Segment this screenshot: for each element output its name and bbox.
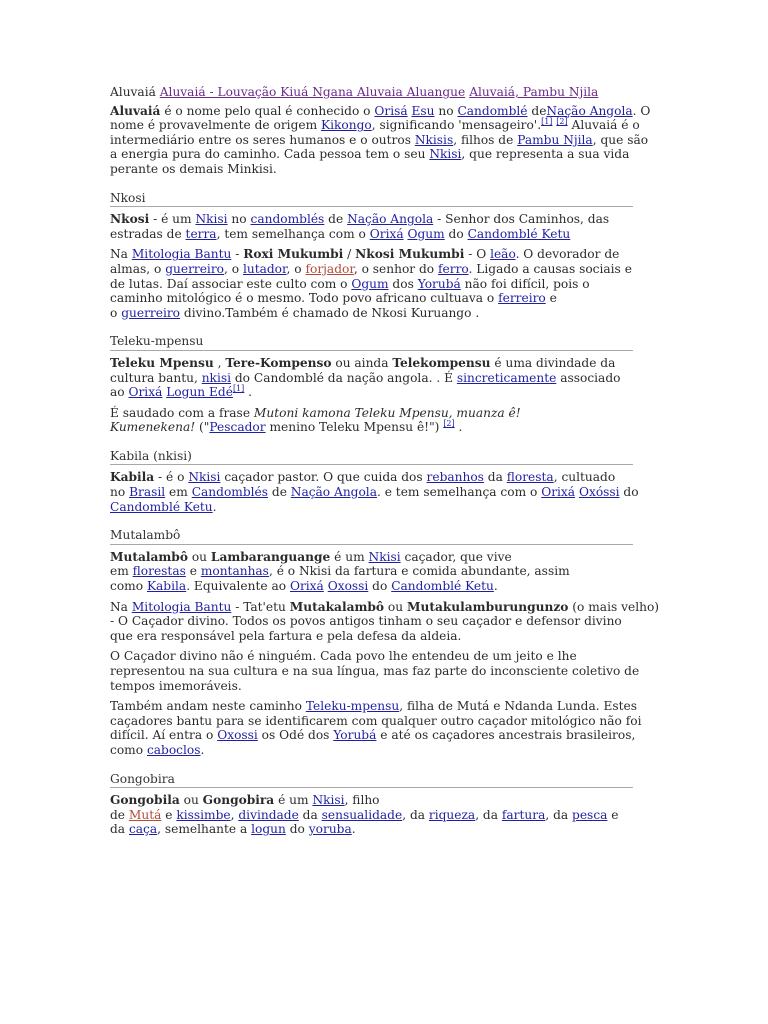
text-line: nome é provavelmente de origem Kikongo, significando 'mensageiro'.[1] [2] Aluvaiá é o bbox=[110, 117, 640, 133]
link-pesca[interactable]: pesca bbox=[572, 807, 608, 822]
footnote-ref[interactable]: [1] bbox=[541, 117, 553, 127]
link-lutador[interactable]: lutador bbox=[242, 261, 287, 276]
link-nacao-angola[interactable]: Nação Angola bbox=[546, 103, 633, 118]
link-candomble-ketu[interactable]: Candomblé Ketu bbox=[110, 499, 213, 514]
link-floresta[interactable]: floresta bbox=[506, 470, 554, 485]
paragraph bbox=[110, 699, 642, 757]
text-line: Gongobila ou Gongobira é um Nkisi, filho bbox=[110, 793, 380, 808]
text-line: de Mutá e kissimbe, divindade da sensualidade, da riqueza, da fartura, da pesca e bbox=[110, 807, 619, 822]
link-candomble[interactable]: Candomblé bbox=[457, 103, 528, 118]
document-page bbox=[110, 85, 660, 843]
paragraph bbox=[110, 103, 651, 177]
text-line: da caça, semelhante a logun do yoruba. bbox=[110, 822, 356, 837]
link-mitologia-bantu[interactable]: Mitologia Bantu bbox=[131, 247, 232, 262]
link-fartura[interactable]: fartura bbox=[501, 807, 546, 822]
link-ogum[interactable]: Ogum bbox=[351, 276, 389, 291]
link-esu[interactable]: Esu bbox=[411, 103, 435, 118]
link-nacao-angola[interactable]: Nação Angola bbox=[347, 212, 434, 227]
missing-link-muta[interactable]: Mutá bbox=[128, 807, 162, 822]
paragraph bbox=[110, 356, 633, 400]
section-heading: Mutalambô bbox=[110, 528, 633, 545]
link-orixa[interactable]: Orixá bbox=[289, 579, 324, 594]
category-link-2[interactable]: Aluvaiá, Pambu Njila bbox=[469, 85, 599, 99]
link-mitologia-bantu[interactable]: Mitologia Bantu bbox=[131, 599, 232, 614]
link-riqueza[interactable]: riqueza bbox=[428, 807, 476, 822]
missing-link-forjador[interactable]: forjador bbox=[305, 261, 354, 276]
link-candombles[interactable]: candomblés bbox=[250, 212, 325, 227]
paragraph bbox=[110, 599, 660, 644]
footnote-ref[interactable]: [2] bbox=[556, 117, 568, 127]
link-nkisi[interactable]: Nkisi bbox=[188, 470, 221, 485]
category-link-1[interactable]: Aluvaiá - Louvação Kiuá Ngana Aluvaia Aluangue bbox=[159, 85, 466, 99]
link-yoruba[interactable]: yoruba bbox=[308, 822, 352, 837]
category-bar bbox=[110, 85, 633, 100]
footnote bbox=[233, 384, 244, 393]
bold-term: Mutalambô bbox=[110, 549, 188, 564]
link-orixa[interactable]: Orixá bbox=[369, 226, 404, 241]
paragraph bbox=[110, 212, 633, 241]
bold-term: Mutakulamburungunzo bbox=[406, 599, 569, 614]
section-heading: Nkosi bbox=[110, 191, 633, 208]
italic-text: Kumenekena! bbox=[110, 420, 196, 435]
bold-term: Kabila bbox=[110, 470, 155, 485]
link-rebanhos[interactable]: rebanhos bbox=[426, 470, 484, 485]
link-terra[interactable]: terra bbox=[185, 226, 217, 241]
bold-term: Gongobila bbox=[110, 793, 180, 808]
link-caboclos[interactable]: caboclos bbox=[146, 742, 201, 757]
footnote-ref[interactable]: [2] bbox=[443, 419, 455, 429]
footnote bbox=[541, 117, 552, 126]
section-nkosi bbox=[110, 191, 633, 321]
paragraph bbox=[110, 406, 633, 435]
link-orisa[interactable]: Orisá bbox=[374, 103, 408, 118]
link-candomble-ketu[interactable]: Candomblé Ketu bbox=[467, 226, 571, 241]
text-line: Teleku Mpensu , Tere-Kompenso ou ainda Telekompensu é uma divindade da bbox=[110, 355, 616, 370]
text-line: Na Mitologia Bantu - Tat'etu Mutakalambô ou Mutakulamburungunzo (o mais velho) bbox=[110, 599, 660, 614]
text-line: almas, o guerreiro, o lutador, o forjador, o senhor do ferro. Ligado a causas sociais e bbox=[110, 261, 632, 276]
text-line: cultura bantu, nkisi do Candomblé da nação angola. . É sincreticamente associado bbox=[110, 370, 621, 385]
bold-term: Teleku Mpensu bbox=[110, 355, 214, 370]
link-sincreticamente[interactable]: sincreticamente bbox=[456, 370, 557, 385]
bold-term: Tere-Kompenso bbox=[225, 355, 332, 370]
text-line: Aluvaiá é o nome pelo qual é conhecido o Orisá Esu no Candomblé deNação Angola. O bbox=[110, 103, 651, 118]
paragraph bbox=[110, 793, 633, 837]
category-label: Aluvaiá bbox=[110, 85, 156, 99]
bold-term: Nkosi Mukumbi bbox=[355, 247, 465, 262]
text-line: como Kabila. Equivalente ao Orixá Oxossi do Candomblé Ketu. bbox=[110, 579, 498, 594]
italic-text: Mutoni kamona Teleku Mpensu, muanza ê! bbox=[253, 405, 521, 420]
link-nkisi[interactable]: nkisi bbox=[201, 370, 231, 385]
link-teleku-mpensu[interactable]: Teleku-mpensu bbox=[305, 699, 400, 714]
link-yoruba[interactable]: Yorubá bbox=[417, 276, 461, 291]
link-logun-ede[interactable]: Logun Edé bbox=[166, 385, 233, 400]
link-oxossi[interactable]: Oxóssi bbox=[578, 485, 620, 500]
text-line: no Brasil em Candomblés de Nação Angola. e tem semelhança com o Orixá Oxóssi do bbox=[110, 485, 639, 500]
link-nkisi[interactable]: Nkisi bbox=[429, 147, 462, 162]
text-line: - O Caçador divino. Todos os povos antigos tinham o seu caçador e defensor divino bbox=[110, 614, 622, 629]
paragraph bbox=[110, 470, 639, 514]
link-florestas[interactable]: florestas bbox=[132, 564, 186, 579]
section-heading: Teleku-mpensu bbox=[110, 334, 633, 351]
link-nkisi[interactable]: Nkisi bbox=[368, 549, 401, 564]
link-orixa[interactable]: Orixá bbox=[128, 385, 163, 400]
section-intro bbox=[110, 103, 651, 177]
link-guerreiro[interactable]: guerreiro bbox=[121, 305, 181, 320]
section-mutalambo bbox=[110, 528, 660, 757]
text-line: difícil. Aí entra o Oxossi os Odé dos Yorubá e até os caçadores ancestrais brasileiros, bbox=[110, 728, 636, 743]
bold-term: Gongobira bbox=[202, 793, 275, 808]
text-line: Kumenekena! ("Pescador menino Teleku Mpensu ê!") [2] . bbox=[110, 419, 463, 435]
text-line: O Caçador divino não é ninguém. Cada povo lhe entendeu de um jeito e lhe bbox=[110, 649, 577, 664]
text-line: tempos imemoráveis. bbox=[110, 678, 242, 693]
text-line: Candomblé Ketu. bbox=[110, 499, 217, 514]
link-nkisi[interactable]: Nkisi bbox=[195, 212, 228, 227]
link-kabila[interactable]: Kabila bbox=[146, 579, 187, 594]
text-line: a energia pura do caminho. Cada pessoa tem o seu Nkisi, que representa a sua vida bbox=[110, 147, 630, 162]
link-yoruba[interactable]: Yorubá bbox=[333, 728, 377, 743]
link-nacao-angola[interactable]: Nação Angola bbox=[290, 485, 377, 500]
text-line: Mutalambô ou Lambaranguange é um Nkisi caçador, que vive bbox=[110, 549, 512, 564]
text-line: de lutas. Daí associar este culto com o Ogum dos Yorubá não foi difícil, pois o bbox=[110, 276, 590, 291]
link-divindade[interactable]: divindade bbox=[238, 807, 299, 822]
link-oxossi[interactable]: Oxossi bbox=[217, 728, 258, 743]
link-ferro[interactable]: ferro bbox=[438, 261, 469, 276]
text-line: caçadores bantu para se identificarem com qualquer outro caçador mitológico não foi bbox=[110, 713, 642, 728]
paragraph bbox=[110, 649, 640, 693]
section-gongobira bbox=[110, 772, 633, 837]
link-montanhas[interactable]: montanhas bbox=[200, 564, 269, 579]
section-heading: Kabila (nkisi) bbox=[110, 449, 633, 466]
text-line: Nkosi - é um Nkisi no candomblés de Nação Angola - Senhor dos Caminhos, das bbox=[110, 212, 610, 227]
bold-term: Mutakalambô bbox=[289, 599, 385, 614]
section-teleku-mpensu bbox=[110, 334, 633, 435]
link-pambu-njila[interactable]: Pambu Njila bbox=[517, 132, 593, 147]
text-line: que era responsável pela fartura e pela defesa da aldeia. bbox=[110, 628, 462, 643]
link-brasil[interactable]: Brasil bbox=[129, 485, 166, 500]
text-line: perante os demais Minkisi. bbox=[110, 161, 277, 176]
text-line: É saudado com a frase Mutoni kamona Teleku Mpensu, muanza ê! bbox=[110, 405, 521, 420]
link-candomble-ketu[interactable]: Candomblé Ketu bbox=[391, 579, 494, 594]
bold-term: Roxi Mukumbi bbox=[243, 247, 344, 262]
text-line: estradas de terra, tem semelhança com o Orixá Ogum do Candomblé Ketu bbox=[110, 226, 571, 241]
link-caca[interactable]: caça bbox=[128, 822, 158, 837]
link-ferreiro[interactable]: ferreiro bbox=[498, 291, 546, 306]
link-pescador[interactable]: Pescador bbox=[209, 420, 266, 435]
link-kikongo[interactable]: Kikongo bbox=[321, 118, 372, 133]
link-logun[interactable]: logun bbox=[251, 822, 286, 837]
link-nkisis[interactable]: Nkisis bbox=[414, 132, 454, 147]
text-line: caminho mitológico é o mesmo. Todo povo africano cultuava o ferreiro e bbox=[110, 291, 557, 306]
text-line: Na Mitologia Bantu - Roxi Mukumbi / Nkosi Mukumbi - O leão. O devorador de bbox=[110, 247, 620, 262]
text-line: ao Orixá Logun Edé[1] . bbox=[110, 384, 253, 400]
text-line: o guerreiro divino.Também é chamado de Nkosi Kuruango . bbox=[110, 305, 480, 320]
link-kissimbe[interactable]: kissimbe bbox=[176, 807, 231, 822]
text-line: Também andam neste caminho Teleku-mpensu, filha de Mutá e Ndanda Lunda. Estes bbox=[110, 699, 637, 714]
section-heading: Gongobira bbox=[110, 772, 633, 789]
bold-term: Aluvaiá bbox=[110, 103, 161, 118]
bold-term: Telekompensu bbox=[392, 355, 491, 370]
link-guerreiro[interactable]: guerreiro bbox=[165, 261, 224, 276]
link-oxossi[interactable]: Oxossi bbox=[327, 579, 369, 594]
bold-term: Nkosi bbox=[110, 212, 150, 227]
text-line: representou na sua cultura e na sua língua, mas faz parte do inconsciente coletivo de bbox=[110, 664, 640, 678]
text-line: em florestas e montanhas, é o Nkisi da fartura e comida abundante, assim bbox=[110, 564, 570, 579]
text-line: como caboclos. bbox=[110, 742, 205, 757]
link-nkisi[interactable]: Nkisi bbox=[312, 793, 345, 808]
section-kabila-nkisi bbox=[110, 448, 639, 514]
paragraph bbox=[110, 247, 633, 320]
link-leao[interactable]: leão bbox=[490, 247, 516, 262]
link-sensualidade[interactable]: sensualidade bbox=[321, 807, 403, 822]
link-ogum[interactable]: Ogum bbox=[407, 226, 445, 241]
bold-term: Lambaranguange bbox=[210, 549, 331, 564]
footnote-ref[interactable]: [1] bbox=[232, 384, 245, 394]
link-candombles[interactable]: Candomblés bbox=[191, 485, 269, 500]
footnote bbox=[443, 419, 454, 428]
text-line: Kabila - é o Nkisi caçador pastor. O que cuida dos rebanhos da floresta, cultuado bbox=[110, 470, 616, 485]
footnote bbox=[556, 117, 567, 126]
paragraph bbox=[110, 550, 633, 594]
link-orixa[interactable]: Orixá bbox=[541, 485, 576, 500]
text-line: intermediário entre os seres humanos e o outros Nkisis, filhos de Pambu Njila, que são bbox=[110, 132, 649, 147]
